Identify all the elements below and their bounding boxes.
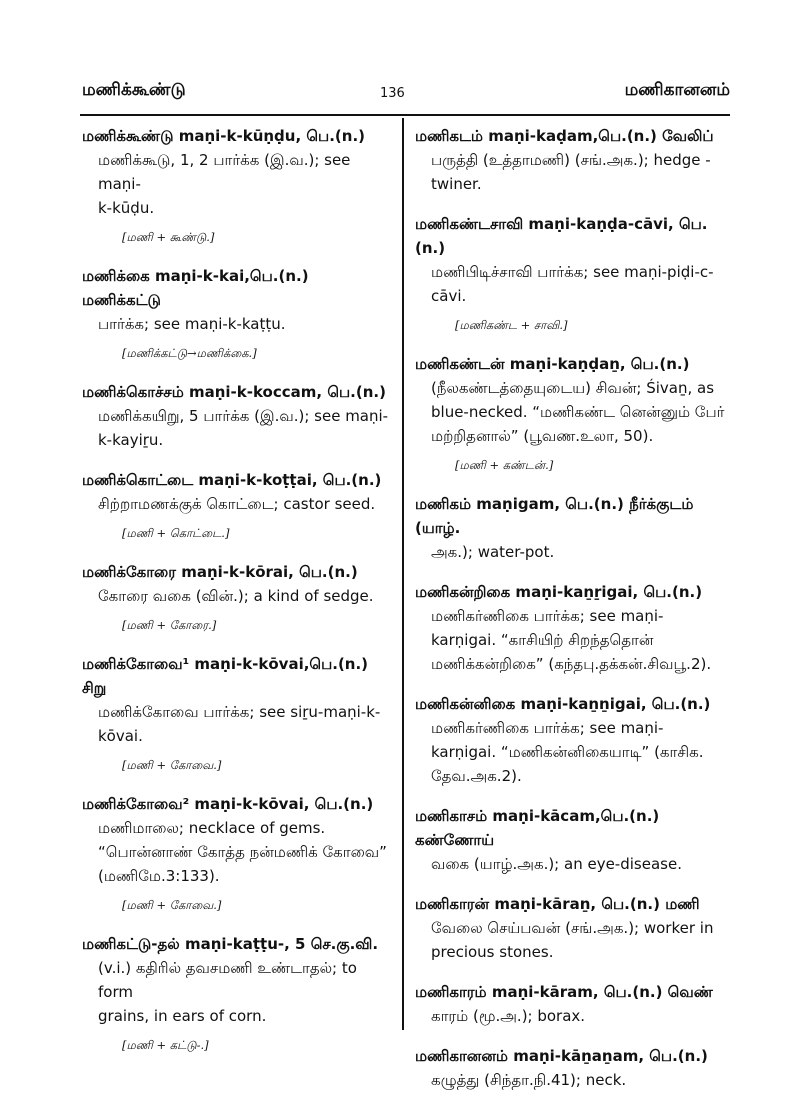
entry-definition-line: காரம் (மூ.அ.); borax. bbox=[431, 1007, 586, 1025]
etymology-note: [மணிகண்ட + சாவி.] bbox=[455, 318, 568, 332]
entry-definition-line: karṇigai. “மணிகன்னிகையாடி” (காசிக. bbox=[431, 743, 704, 761]
dictionary-entry bbox=[82, 560, 392, 608]
entry-definition-line: precious stones. bbox=[431, 943, 554, 961]
entry-definition-line: வகை (யாழ்.அக.); an eye-disease. bbox=[431, 855, 682, 873]
entry-headword-line: மணிகாரன் maṇi-kāraṉ, பெ.(n.) மணி bbox=[415, 895, 700, 913]
entry-definition-line: மற்றிதனால்” (பூவண.உலா, 50). bbox=[431, 427, 654, 445]
entry-headword-line: மணிக்கோரை maṇi-k-kōrai, பெ.(n.) bbox=[82, 563, 358, 581]
entry-definition-line: grains, in ears of corn. bbox=[98, 1007, 267, 1025]
entry-definition-line: “பொன்னாண் கோத்த நன்மணிக் கோவை” bbox=[98, 843, 387, 861]
entry-definition-line: karṇigai. “காசியிற் சிறந்ததொன் bbox=[431, 631, 654, 649]
entry-definition-line: (நீலகண்டத்தையுடைய) சிவன்; Śivaṉ, as bbox=[431, 379, 715, 397]
entry-headword-line: மணிக்கோவை² maṇi-k-kōvai, பெ.(n.) bbox=[82, 795, 374, 813]
entry-definition-line: மணிபிடிச்சாவி பார்க்க; see maṇi-piḍi-c- bbox=[431, 263, 714, 281]
entry-definition-line: k-kūḍu. bbox=[98, 199, 155, 217]
entry-headword-line: மணிக்கோவை¹ maṇi-k-kōvai,பெ.(n.) சிறு bbox=[82, 655, 369, 697]
page-number: 136 bbox=[380, 86, 405, 101]
etymology-note: [மணி + கட்டு-.] bbox=[122, 1038, 209, 1052]
dictionary-entry bbox=[415, 804, 733, 876]
entry-definition-line: பருத்தி (உத்தாமணி) (சங்.அக.); hedge - bbox=[431, 151, 711, 169]
dictionary-entry bbox=[415, 1044, 733, 1092]
entry-definition-line: மணிக்கூடு, 1, 2 பார்க்க (இ.வ.); see maṇi- bbox=[98, 151, 351, 193]
entry-definition-line: blue-necked. “மணிகண்ட னென்னும் பேர் bbox=[431, 403, 725, 421]
dictionary-entry bbox=[82, 124, 392, 220]
header-last-word: மணிகானனம் bbox=[624, 80, 730, 100]
entry-definition-line: சிற்றாமணக்குக் கொட்டை; castor seed. bbox=[98, 495, 376, 513]
entry-headword-line: மணிக்கொச்சம் maṇi-k-koccam, பெ.(n.) bbox=[82, 383, 386, 401]
etymology-note: [மணி + கண்டன்.] bbox=[455, 458, 554, 472]
etymology-note: [மணி + கூண்டு.] bbox=[122, 230, 215, 244]
etymology-note: [மணிக்கட்டு→மணிக்கை.] bbox=[122, 346, 257, 360]
entry-headword-line: மணிகாசம் maṇi-kācam,பெ.(n.) கண்ணோய் bbox=[415, 807, 660, 849]
entry-definition-line: k-kayiṟu. bbox=[98, 431, 164, 449]
dictionary-entry bbox=[415, 124, 733, 196]
entry-headword-line: மணிக்கொட்டை maṇi-k-koṭṭai, பெ.(n.) bbox=[82, 471, 382, 489]
dictionary-entry bbox=[415, 352, 733, 448]
entry-definition-line: மணிமாலை; necklace of gems. bbox=[98, 819, 326, 837]
entry-headword-line: மணிகண்டன் maṇi-kaṇḍaṉ, பெ.(n.) bbox=[415, 355, 690, 373]
entry-definition-line: வேலை செய்பவன் (சங்.அக.); worker in bbox=[431, 919, 714, 937]
dictionary-entry bbox=[415, 212, 733, 308]
dictionary-entry bbox=[415, 492, 733, 564]
right-column bbox=[415, 124, 733, 1108]
etymology-note: [மணி + கோவை.] bbox=[122, 758, 222, 772]
entry-definition-line: மணிக்கயிறு, 5 பார்க்க (இ.வ.); see maṇi- bbox=[98, 407, 389, 425]
entry-definition-line: கழுத்து (சிந்தா.நி.41); neck. bbox=[431, 1071, 627, 1089]
dictionary-entry bbox=[82, 468, 392, 516]
entry-definition-line: மணிக்கோவை பார்க்க; see siṟu-maṇi-k- bbox=[98, 703, 381, 721]
entry-definition-line: தேவ.அக.2). bbox=[431, 767, 522, 785]
header-first-word: மணிக்கூண்டு bbox=[82, 80, 186, 100]
header-rule bbox=[80, 114, 730, 116]
entry-definition-line: kōvai. bbox=[98, 727, 143, 745]
column-divider bbox=[402, 118, 404, 1030]
entry-definition-line: twiner. bbox=[431, 175, 482, 193]
dictionary-entry bbox=[82, 380, 392, 452]
entry-definition-line: பார்க்க; see maṇi-k-kaṭṭu. bbox=[98, 315, 286, 333]
left-column bbox=[82, 124, 392, 1072]
dictionary-entry bbox=[415, 580, 733, 676]
dictionary-entry bbox=[82, 932, 392, 1028]
entry-headword-line: மணிகண்டசாவி maṇi-kaṇḍa-cāvi, பெ.(n.) bbox=[415, 215, 708, 257]
entry-headword-line: மணிகானனம் maṇi-kāṉaṉam, பெ.(n.) bbox=[415, 1047, 708, 1065]
entry-headword-line: மணிகடம் maṇi-kaḍam,பெ.(n.) வேலிப் bbox=[415, 127, 714, 145]
entry-definition-line: கோரை வகை (வின்.); a kind of sedge. bbox=[98, 587, 374, 605]
dictionary-entry bbox=[415, 892, 733, 964]
entry-headword-line: மணிகம் maṇigam, பெ.(n.) நீர்க்குடம் (யாழ். bbox=[415, 495, 694, 537]
etymology-note: [மணி + கொட்டை.] bbox=[122, 526, 230, 540]
etymology-note: [மணி + கோவை.] bbox=[122, 898, 222, 912]
entry-definition-line: cāvi. bbox=[431, 287, 467, 305]
entry-headword-line: மணிகட்டு-தல் maṇi-kaṭṭu-, 5 செ.கு.வி. bbox=[82, 935, 379, 953]
dictionary-entry bbox=[82, 792, 392, 888]
etymology-note: [மணி + கோரை.] bbox=[122, 618, 217, 632]
dictionary-entry bbox=[415, 692, 733, 788]
entry-definition-line: (v.i.) கதிரில் தவசமணி உண்டாதல்; to form bbox=[98, 959, 357, 1001]
entry-definition-line: மணிகர்ணிகை பார்க்க; see maṇi- bbox=[431, 719, 664, 737]
entry-definition-line: (மணிமே.3:133). bbox=[98, 867, 220, 885]
entry-headword-line: மணிக்கூண்டு maṇi-k-kūṇḍu, பெ.(n.) bbox=[82, 127, 366, 145]
entry-headword-line: மணிகாரம் maṇi-kāram, பெ.(n.) வெண் bbox=[415, 983, 713, 1001]
entry-headword-line: மணிகன்னிகை maṇi-kaṉṉigai, பெ.(n.) bbox=[415, 695, 711, 713]
entry-definition-line: மணிக்கன்றிகை” (கந்தபு.தக்கன்.சிவபூ.2). bbox=[431, 655, 712, 673]
entry-definition-line: அக.); water-pot. bbox=[431, 543, 555, 561]
dictionary-entry bbox=[415, 980, 733, 1028]
entry-headword-line: மணிகன்றிகை maṇi-kaṉṟigai, பெ.(n.) bbox=[415, 583, 703, 601]
dictionary-entry bbox=[82, 652, 392, 748]
entry-definition-line: மணிகர்ணிகை பார்க்க; see maṇi- bbox=[431, 607, 664, 625]
dictionary-entry bbox=[82, 264, 392, 336]
entry-headword-line: மணிக்கை maṇi-k-kai,பெ.(n.) மணிக்கட்டு bbox=[82, 267, 309, 309]
